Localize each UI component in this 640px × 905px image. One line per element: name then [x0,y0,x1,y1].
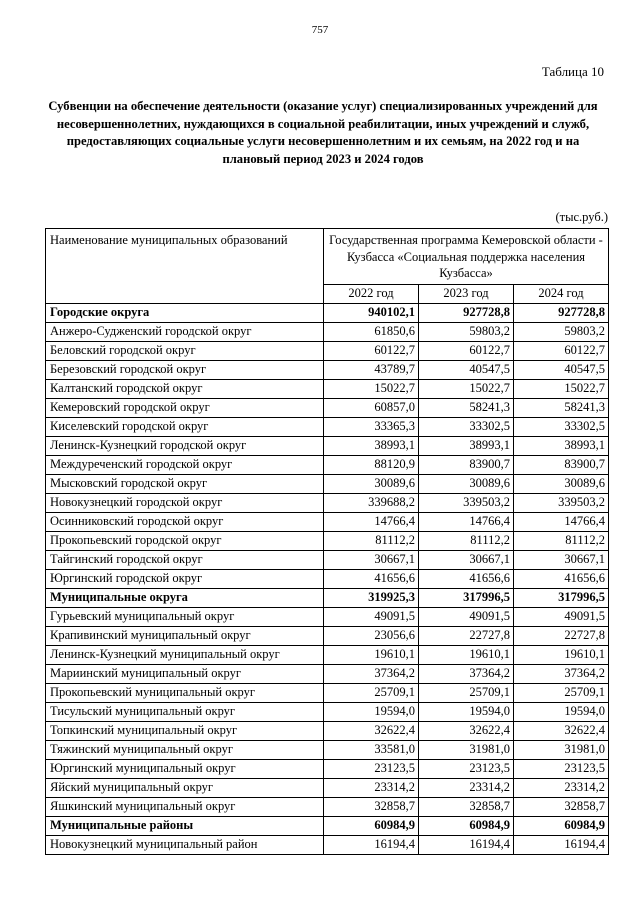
value-cell-2024: 339503,2 [514,493,609,512]
value-cell-2023: 60122,7 [419,341,514,360]
table-row [46,759,609,778]
value-cell-2022: 16194,4 [324,835,419,854]
value-cell-2023: 30089,6 [419,474,514,493]
value-cell-2023: 40547,5 [419,360,514,379]
value-cell-2022: 19594,0 [324,702,419,721]
value-cell-2023: 60984,9 [419,816,514,835]
value-cell-2022: 23123,5 [324,759,419,778]
value-cell-2023: 19594,0 [419,702,514,721]
value-cell-2024: 16194,4 [514,835,609,854]
municipality-name-cell: Муниципальные районы [46,816,324,835]
municipality-name-cell: Яшкинский муниципальный округ [46,797,324,816]
table-row [46,835,609,854]
municipality-name-cell: Юргинский городской округ [46,569,324,588]
value-cell-2022: 33581,0 [324,740,419,759]
value-cell-2023: 317996,5 [419,588,514,607]
value-cell-2023: 16194,4 [419,835,514,854]
municipality-name-cell: Кемеровский городской округ [46,398,324,417]
value-cell-2024: 59803,2 [514,322,609,341]
value-cell-2022: 61850,6 [324,322,419,341]
municipality-name-cell: Тайгинский городской округ [46,550,324,569]
table-row [46,721,609,740]
table-row [46,512,609,531]
value-cell-2024: 23314,2 [514,778,609,797]
municipality-name-cell: Крапивинский муниципальный округ [46,626,324,645]
municipality-name-cell: Прокопьевский городской округ [46,531,324,550]
value-cell-2022: 41656,6 [324,569,419,588]
value-cell-2023: 22727,8 [419,626,514,645]
column-header-municipality: Наименование муниципальных образований [46,229,324,304]
value-cell-2023: 37364,2 [419,664,514,683]
municipality-name-cell: Ленинск-Кузнецкий муниципальный округ [46,645,324,664]
municipality-name-cell: Тяжинский муниципальный округ [46,740,324,759]
value-cell-2022: 32858,7 [324,797,419,816]
municipality-name-cell: Яйский муниципальный округ [46,778,324,797]
value-cell-2023: 58241,3 [419,398,514,417]
table-row [46,740,609,759]
value-cell-2022: 81112,2 [324,531,419,550]
table-row [46,531,609,550]
value-cell-2024: 40547,5 [514,360,609,379]
value-cell-2024: 31981,0 [514,740,609,759]
value-cell-2022: 14766,4 [324,512,419,531]
value-cell-2023: 31981,0 [419,740,514,759]
value-cell-2022: 32622,4 [324,721,419,740]
value-cell-2024: 81112,2 [514,531,609,550]
value-cell-2022: 60984,9 [324,816,419,835]
value-cell-2024: 25709,1 [514,683,609,702]
value-cell-2024: 23123,5 [514,759,609,778]
table-row [46,398,609,417]
table-row [46,436,609,455]
column-header-year-2024: 2024 год [514,284,609,303]
value-cell-2024: 37364,2 [514,664,609,683]
value-cell-2024: 15022,7 [514,379,609,398]
municipality-name-cell: Анжеро-Судженский городской округ [46,322,324,341]
value-cell-2022: 30089,6 [324,474,419,493]
municipality-name-cell: Березовский городской округ [46,360,324,379]
value-cell-2023: 83900,7 [419,455,514,474]
municipality-name-cell: Юргинский муниципальный округ [46,759,324,778]
value-cell-2024: 927728,8 [514,303,609,322]
page-number: 757 [311,24,329,36]
table-row [46,645,609,664]
value-cell-2023: 339503,2 [419,493,514,512]
value-cell-2024: 317996,5 [514,588,609,607]
value-cell-2023: 15022,7 [419,379,514,398]
value-cell-2023: 19610,1 [419,645,514,664]
municipality-name-cell: Ленинск-Кузнецкий городской округ [46,436,324,455]
table-row [46,379,609,398]
table-row [46,360,609,379]
value-cell-2024: 14766,4 [514,512,609,531]
table-row [46,778,609,797]
value-cell-2022: 37364,2 [324,664,419,683]
value-cell-2023: 33302,5 [419,417,514,436]
municipality-name-cell: Гурьевский муниципальный округ [46,607,324,626]
value-cell-2023: 25709,1 [419,683,514,702]
value-cell-2024: 32858,7 [514,797,609,816]
value-cell-2024: 60984,9 [514,816,609,835]
value-cell-2024: 38993,1 [514,436,609,455]
table-row [46,607,609,626]
table-row [46,569,609,588]
value-cell-2022: 60857,0 [324,398,419,417]
table-row [46,683,609,702]
value-cell-2023: 32622,4 [419,721,514,740]
municipality-name-cell: Калтанский городской округ [46,379,324,398]
table-body [46,303,609,854]
value-cell-2024: 41656,6 [514,569,609,588]
value-cell-2022: 940102,1 [324,303,419,322]
value-cell-2023: 14766,4 [419,512,514,531]
value-cell-2024: 83900,7 [514,455,609,474]
municipality-name-cell: Беловский городской округ [46,341,324,360]
table-row [46,702,609,721]
municipality-name-cell: Новокузнецкий городской округ [46,493,324,512]
value-cell-2024: 30667,1 [514,550,609,569]
column-header-program: Государственная программа Кемеровской области - Кузбасса «Социальная поддержка населения Кузбасса» [324,229,609,285]
value-cell-2022: 23056,6 [324,626,419,645]
municipality-name-cell: Прокопьевский муниципальный округ [46,683,324,702]
document-title: Субвенции на обеспечение деятельности (оказание услуг) специализированных учреждений для несовершеннолетних, нуждающихся в социальной реабилитации, иных учреждений и служб, предоставляющих социальные услуги несовершеннолетним и их семьям, на 2022 год и на плановый период 2023 и 2024 годов [48,99,598,166]
value-cell-2023: 23314,2 [419,778,514,797]
value-cell-2022: 30667,1 [324,550,419,569]
value-cell-2024: 33302,5 [514,417,609,436]
municipality-name-cell: Муниципальные округа [46,588,324,607]
municipality-name-cell: Киселевский городской округ [46,417,324,436]
municipality-name-cell: Мариинский муниципальный округ [46,664,324,683]
table-row [46,550,609,569]
value-cell-2022: 19610,1 [324,645,419,664]
value-cell-2023: 32858,7 [419,797,514,816]
value-cell-2023: 30667,1 [419,550,514,569]
value-cell-2022: 25709,1 [324,683,419,702]
group-total-row [46,588,609,607]
column-header-year-2022: 2022 год [324,284,419,303]
value-cell-2022: 49091,5 [324,607,419,626]
subvention-table [45,228,609,855]
value-cell-2023: 927728,8 [419,303,514,322]
municipality-name-cell: Топкинский муниципальный округ [46,721,324,740]
municipality-name-cell: Тисульский муниципальный округ [46,702,324,721]
table-row [46,455,609,474]
value-cell-2022: 319925,3 [324,588,419,607]
value-cell-2024: 22727,8 [514,626,609,645]
group-total-row [46,816,609,835]
column-header-year-2023: 2023 год [419,284,514,303]
municipality-name-cell: Осинниковский городской округ [46,512,324,531]
value-cell-2024: 19610,1 [514,645,609,664]
value-cell-2024: 60122,7 [514,341,609,360]
table-row [46,493,609,512]
municipality-name-cell: Городские округа [46,303,324,322]
value-cell-2023: 23123,5 [419,759,514,778]
table-row [46,322,609,341]
table-row [46,341,609,360]
value-cell-2024: 32622,4 [514,721,609,740]
table-row [46,626,609,645]
table-row [46,797,609,816]
value-cell-2023: 38993,1 [419,436,514,455]
value-cell-2024: 49091,5 [514,607,609,626]
table-row [46,474,609,493]
municipality-name-cell: Междуреченский городской округ [46,455,324,474]
value-cell-2022: 43789,7 [324,360,419,379]
value-cell-2022: 15022,7 [324,379,419,398]
value-cell-2024: 58241,3 [514,398,609,417]
municipality-name-cell: Мысковский городской округ [46,474,324,493]
value-cell-2024: 19594,0 [514,702,609,721]
table-row [46,417,609,436]
value-cell-2022: 60122,7 [324,341,419,360]
value-cell-2022: 339688,2 [324,493,419,512]
value-cell-2024: 30089,6 [514,474,609,493]
value-cell-2023: 81112,2 [419,531,514,550]
value-cell-2022: 38993,1 [324,436,419,455]
table-row [46,664,609,683]
value-cell-2023: 59803,2 [419,322,514,341]
units-label: (тыс.руб.) [555,210,608,224]
group-total-row [46,303,609,322]
value-cell-2022: 23314,2 [324,778,419,797]
value-cell-2023: 49091,5 [419,607,514,626]
municipality-name-cell: Новокузнецкий муниципальный район [46,835,324,854]
table-label: Таблица 10 [541,64,604,79]
value-cell-2022: 33365,3 [324,417,419,436]
value-cell-2023: 41656,6 [419,569,514,588]
value-cell-2022: 88120,9 [324,455,419,474]
